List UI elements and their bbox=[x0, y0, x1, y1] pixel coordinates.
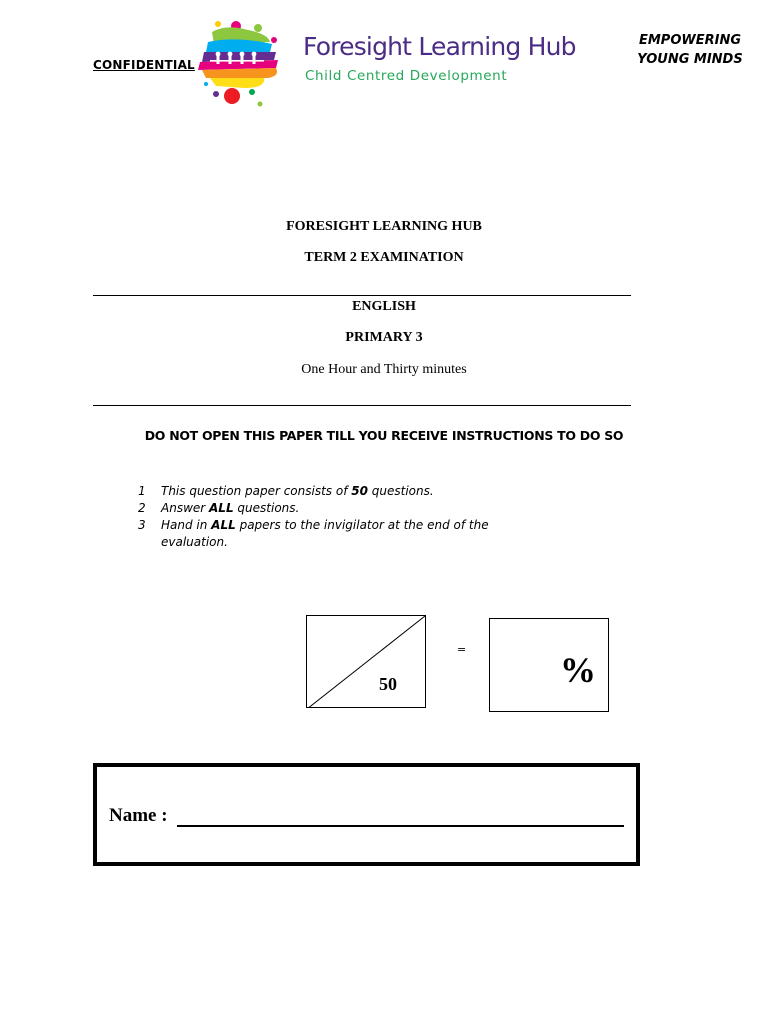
divider-top bbox=[93, 295, 631, 296]
instruction-emphasis: ALL bbox=[211, 518, 236, 532]
instruction-item bbox=[138, 517, 498, 551]
school-name: FORESIGHT LEARNING HUB bbox=[286, 219, 482, 234]
instruction-emphasis: ALL bbox=[209, 501, 234, 515]
warning-notice: DO NOT OPEN THIS PAPER TILL YOU RECEIVE INSTRUCTIONS TO DO SO bbox=[144, 428, 624, 443]
instruction-text: questions. bbox=[367, 484, 434, 498]
score-total: 50 bbox=[379, 674, 397, 694]
instruction-number: 2 bbox=[138, 501, 146, 515]
instruction-text: papers to the invigilator at the end of the evaluation. bbox=[161, 518, 489, 549]
instructions-list bbox=[138, 483, 498, 551]
confidential-label: CONFIDENTIAL bbox=[93, 58, 195, 72]
equals-sign: = bbox=[457, 643, 467, 656]
name-input-line[interactable] bbox=[177, 825, 624, 827]
motto-line-1: EMPOWERING bbox=[638, 33, 741, 48]
instruction-number: 1 bbox=[138, 484, 146, 498]
percentage-box[interactable] bbox=[489, 618, 609, 712]
instruction-item bbox=[138, 500, 498, 517]
name-box bbox=[93, 763, 640, 866]
divider-bottom bbox=[93, 405, 631, 406]
motto bbox=[630, 31, 750, 69]
instruction-text: questions. bbox=[233, 501, 300, 515]
name-label: Name : bbox=[109, 805, 168, 826]
class-level: PRIMARY 3 bbox=[345, 330, 423, 345]
exam-term: TERM 2 EXAMINATION bbox=[304, 250, 464, 265]
instruction-text: Hand in bbox=[161, 518, 212, 532]
logo-subtitle: Child Centred Development bbox=[305, 68, 508, 84]
motto-line-2: YOUNG MINDS bbox=[637, 52, 743, 67]
logo-title: Foresight Learning Hub bbox=[303, 32, 576, 61]
instruction-item bbox=[138, 483, 498, 500]
instruction-text: This question paper consists of bbox=[161, 484, 352, 498]
exam-duration: One Hour and Thirty minutes bbox=[301, 362, 467, 377]
instruction-emphasis: 50 bbox=[351, 484, 368, 498]
subject: ENGLISH bbox=[352, 299, 416, 314]
score-diagonal bbox=[307, 616, 425, 707]
instruction-number: 3 bbox=[138, 518, 146, 532]
instruction-text: Answer bbox=[161, 501, 210, 515]
score-box[interactable] bbox=[306, 615, 426, 708]
percent-sign: % bbox=[560, 650, 596, 690]
logo-graphic bbox=[196, 18, 282, 108]
